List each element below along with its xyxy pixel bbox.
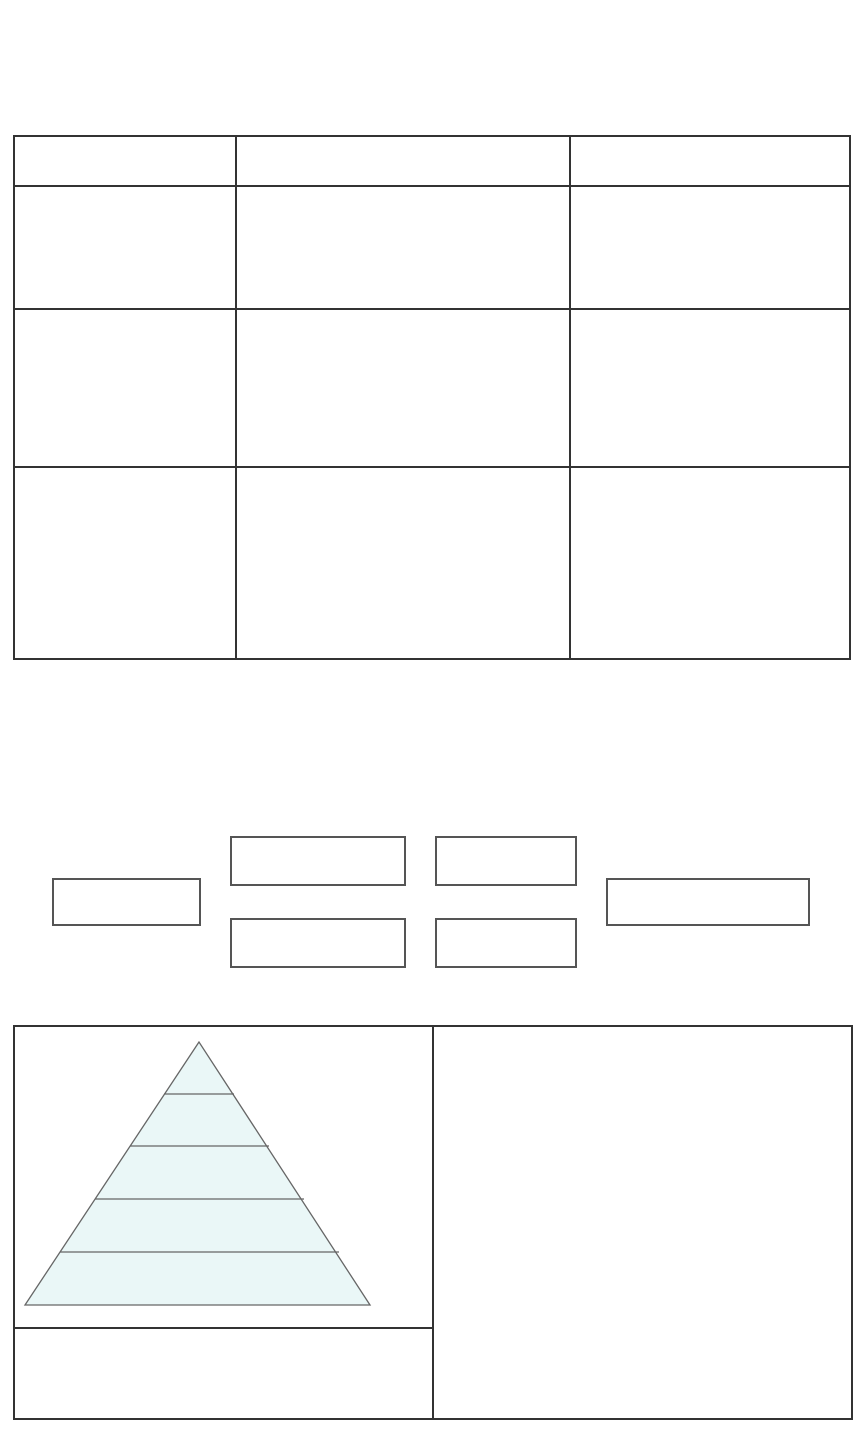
section-divider bbox=[432, 1025, 434, 1418]
pyramid-shape bbox=[25, 1042, 370, 1305]
cell-examples bbox=[570, 309, 850, 467]
consumers3-box bbox=[606, 878, 810, 926]
caption-divider bbox=[13, 1327, 433, 1329]
cell-definition bbox=[236, 309, 570, 467]
table-header-row bbox=[14, 136, 850, 186]
producers-box bbox=[52, 878, 201, 926]
cell-definition bbox=[236, 186, 570, 309]
cell-name bbox=[14, 186, 236, 309]
cell-examples bbox=[570, 467, 850, 659]
cell-definition bbox=[236, 467, 570, 659]
consumers2-bottom-box bbox=[435, 918, 577, 968]
header-examples bbox=[570, 136, 850, 186]
functional-groups-table bbox=[13, 135, 851, 660]
biomass-pyramid bbox=[15, 1027, 431, 1327]
cell-name bbox=[14, 467, 236, 659]
table-row bbox=[14, 467, 850, 659]
consumers2-top-box bbox=[435, 836, 577, 886]
table-row bbox=[14, 186, 850, 309]
header-name bbox=[14, 136, 236, 186]
cell-name bbox=[14, 309, 236, 467]
table-row bbox=[14, 309, 850, 467]
header-definition bbox=[236, 136, 570, 186]
cell-examples bbox=[570, 186, 850, 309]
consumers1-detritivores-box bbox=[230, 918, 406, 968]
consumers1-herbivores-box bbox=[230, 836, 406, 886]
